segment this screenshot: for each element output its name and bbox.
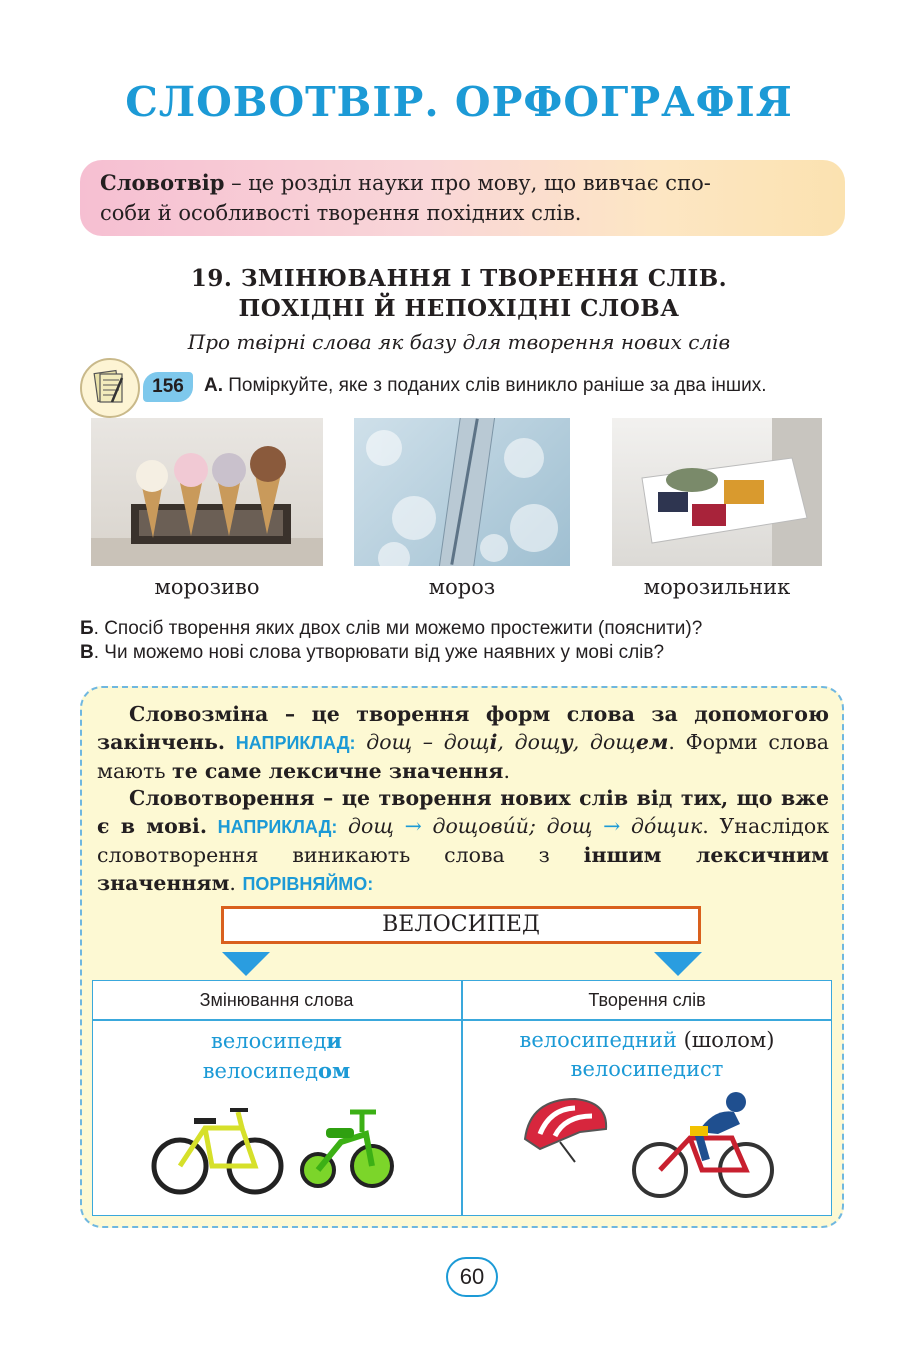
caption-ice-cream: морозиво: [154, 575, 260, 599]
rule-paragraph-2: Словотворення – це творення нових слів від тих, що вже є в мові. НАПРИКЛАД: дощ → дощовúй; дощ → дóщик. Унаслідок словотворення виникають слова з іншим лексичним значенням. ПОРІВНЯЙМО:: [97, 786, 830, 895]
rule-p1-dot: .: [503, 759, 510, 783]
rule-p2-ex1b: дощовúй: [421, 814, 529, 838]
caption-frost: мороз: [428, 575, 496, 599]
arrow-icon: →: [603, 814, 621, 838]
table-header-right: Творення слів: [588, 990, 706, 1010]
task-v-letter: В: [80, 642, 94, 663]
rule-paragraph-1: [97, 700, 829, 785]
table-right-words: [462, 1026, 832, 1084]
right-word1-tail: (шолом): [676, 1028, 775, 1052]
rule-p1-example: дощ – дощ: [355, 730, 490, 754]
page-title: СЛОВОТВІР. ОРФОГРАФІЯ: [125, 78, 793, 126]
compare-label: ПОРІВНЯЙМО:: [242, 874, 374, 894]
left-word2-end: ом: [318, 1058, 351, 1083]
definition-term: Словотвір: [100, 170, 225, 195]
task-v-text: . Чи можемо нові слова утворювати від уже наявних у мові слів?: [93, 642, 665, 663]
definition-line2: соби й особливості творення похідних слів.: [100, 201, 582, 225]
rule-p1-bold: Словозміна – це творення форм слова за допомогою закінчень.: [97, 702, 829, 754]
task-v: [80, 642, 664, 664]
rule-p1-tail: . Форми слова мають: [97, 730, 829, 783]
task-b: [80, 618, 702, 640]
rule-p2-ex1a: дощ: [337, 814, 405, 838]
definition-text: [100, 168, 835, 228]
rule-p2-after-bold: іншим лексичним значенням: [97, 843, 829, 895]
rule-p2-bold: Словотворення – це творення нових слів від тих, що вже є в мові.: [97, 786, 829, 838]
lesson-title-line1: 19. ЗМІНЮВАННЯ І ТВОРЕННЯ СЛІВ.: [190, 265, 728, 292]
rule-p2-after: . Унаслідок словотворення виникають слова з: [97, 814, 830, 867]
lesson-title-line2: ПОХІДНІ Й НЕПОХІДНІ СЛОВА: [238, 295, 680, 322]
task-a: [204, 375, 767, 397]
ice-cream-photo: [91, 418, 323, 566]
down-arrow-icon: [654, 952, 702, 976]
cyclist-image: [628, 1090, 776, 1200]
lesson-title: [0, 264, 918, 324]
task-a-text: Поміркуйте, яке з поданих слів виникло раніше за два інших.: [223, 375, 767, 396]
task-a-letter: А.: [204, 375, 223, 396]
rule-p2-ex2a: ; дощ: [529, 814, 604, 838]
left-word2-stem: велосипед: [202, 1059, 319, 1083]
freezer-photo: [612, 418, 822, 566]
definition-line1: – це розділ науки про мову, що вивчає спо-: [224, 171, 711, 195]
task-b-text: . Спосіб творення яких двох слів ми можемо простежити (пояснити)?: [93, 618, 703, 639]
task-number-badge: 156: [143, 372, 193, 402]
ending-2: у: [560, 730, 573, 754]
rule-p1-sep1: , дощ: [497, 730, 561, 754]
caption-freezer: морозильник: [643, 575, 791, 599]
table-left-words: [92, 1026, 461, 1086]
ending-3: ем: [635, 730, 669, 754]
rule-p2-ex2b: дóщик: [620, 814, 703, 838]
rule-p1-tail-bold: те саме лексичне значення: [172, 759, 504, 783]
right-word1: велосипедний: [519, 1028, 677, 1052]
lesson-subtitle: Про твірні слова як базу для творення нових слів: [187, 330, 731, 354]
frost-thermometer-photo: [354, 418, 570, 566]
rule-p1-sep2: , дощ: [572, 730, 636, 754]
task-b-letter: Б: [80, 618, 94, 639]
helmet-image: [520, 1094, 610, 1164]
table-header-left: Змінювання слова: [199, 990, 354, 1010]
arrow-icon: →: [404, 814, 422, 838]
base-word-box: ВЕЛОСИПЕД: [221, 906, 701, 944]
ending-1: і: [489, 730, 498, 754]
page-number: 60: [446, 1257, 498, 1297]
left-word1-end: и: [326, 1028, 342, 1053]
example-label-1: НАПРИКЛАД:: [235, 733, 356, 753]
notebook-icon: [80, 358, 140, 418]
right-word2: велосипедист: [570, 1057, 724, 1081]
left-word1-stem: велосипед: [211, 1029, 327, 1053]
example-label-2: НАПРИКЛАД:: [217, 817, 338, 837]
bicycle-image: [150, 1098, 285, 1198]
tricycle-image: [296, 1104, 396, 1194]
down-arrow-icon: [222, 952, 270, 976]
